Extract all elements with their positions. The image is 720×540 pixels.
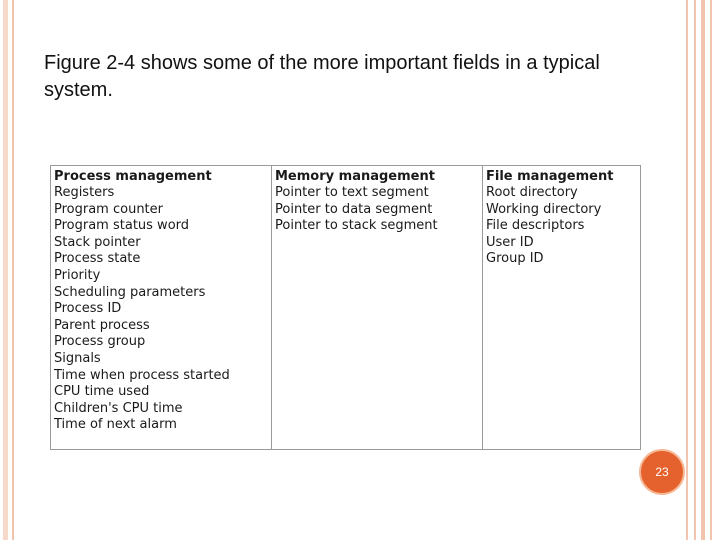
list-item: Priority	[54, 267, 101, 283]
list-item: Scheduling parameters	[54, 284, 206, 300]
list-item: Root directory	[486, 185, 578, 200]
list-item: Signals	[54, 350, 101, 366]
list-item: Stack pointer	[54, 234, 141, 250]
list-item: File descriptors	[486, 218, 585, 234]
list-item: Group ID	[486, 251, 544, 267]
column-header: Memory management	[275, 169, 435, 184]
column-header: Process management	[54, 169, 212, 184]
column-header: File management	[486, 169, 614, 184]
list-item: User ID	[486, 234, 534, 250]
list-item: Program status word	[54, 218, 190, 234]
process-table-fields-figure	[50, 165, 641, 450]
list-item: Process group	[54, 334, 146, 350]
list-item: Process state	[54, 251, 141, 267]
list-item: Registers	[54, 185, 115, 200]
list-item: Process ID	[54, 301, 122, 317]
column-memory-management	[272, 166, 483, 450]
list-item: Time when process started	[54, 367, 230, 383]
column-file-management	[483, 166, 641, 450]
column-process-management	[51, 166, 272, 450]
right-decorative-lines	[684, 0, 720, 540]
list-item: Pointer to data segment	[275, 201, 433, 217]
list-item: Program counter	[54, 201, 164, 217]
page-number-badge: 23	[639, 449, 685, 495]
list-item: Working directory	[486, 201, 602, 217]
slide-body-text: Figure 2-4 shows some of the more important fields in a typical system.	[44, 52, 600, 101]
list-item: Pointer to text segment	[275, 185, 429, 200]
list-item: Children's CPU time	[54, 400, 183, 416]
list-item: CPU time used	[54, 384, 150, 400]
list-item: Pointer to stack segment	[275, 218, 438, 234]
list-item: Parent process	[54, 317, 150, 333]
list-item: Time of next alarm	[54, 417, 177, 433]
left-decorative-border	[0, 0, 14, 540]
